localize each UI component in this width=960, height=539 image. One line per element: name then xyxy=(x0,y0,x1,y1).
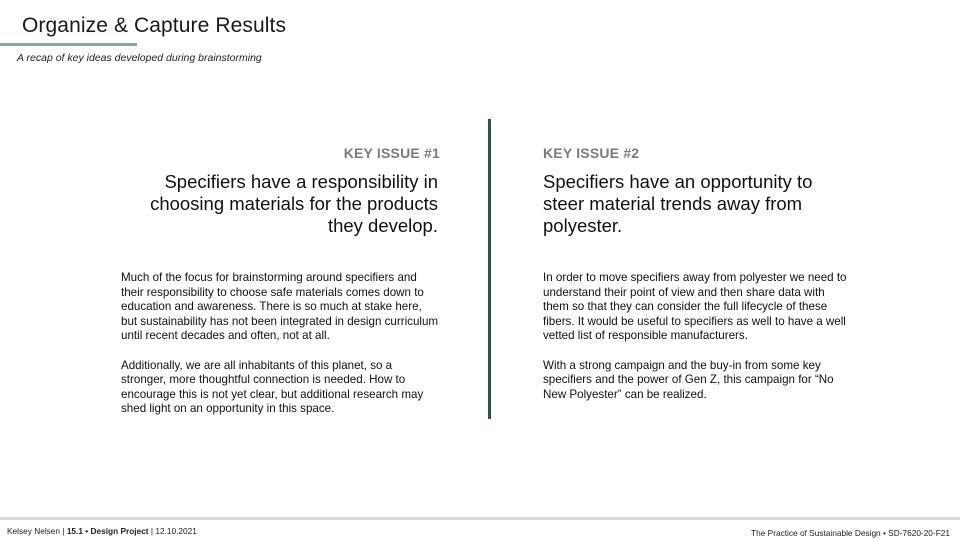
issue-1-heading: Specifiers have a responsibility in choosing materials for the products they develop. xyxy=(150,171,438,236)
page-title: Organize & Capture Results xyxy=(22,14,287,37)
footer-project: 15.1 • Design Project xyxy=(66,526,149,536)
issue-2-body xyxy=(543,271,848,417)
footer-left xyxy=(7,526,197,536)
issue-2-paragraph-1: In order to move specifiers away from polyester we need to understand their point of view and then share data with them so that they can consider the full lifecycle of these fibers. It would be useful to specifiers as well to have a well vetted list of responsible manufacturers. xyxy=(543,271,847,343)
issue-1-paragraph-2: Additionally, we are all inhabitants of this planet, so a stronger, more thoughtful connection is needed. How to encourage this is not yet clear, but additional research may shed light on an opportunity in this space. xyxy=(121,358,424,416)
issue-1-label: KEY ISSUE #1 xyxy=(343,145,440,161)
footer-course: The Practice of Sustainable Design • SD-7620-20-F21 xyxy=(751,528,950,538)
footer-date: | 12.10.2021 xyxy=(148,526,197,536)
issue-2-label: KEY ISSUE #2 xyxy=(543,145,640,161)
title-underline xyxy=(0,43,137,46)
center-divider xyxy=(488,119,491,419)
issue-1-paragraph-1: Much of the focus for brainstorming around specifiers and their responsibility to choose safe materials comes down to education and awareness. There is so much at stake here, but sustainability has not been integrated in design curriculum until recent decades and often, not at all. xyxy=(121,271,439,343)
issue-2-paragraph-2: With a strong campaign and the buy-in from some key specifiers and the power of Gen Z, this campaign for “No New Polyester” can be realized. xyxy=(543,358,834,401)
issue-2-heading: Specifiers have an opportunity to steer material trends away from polyester. xyxy=(543,171,813,236)
footer-rule xyxy=(0,517,960,520)
issue-1-body xyxy=(121,271,439,432)
footer-author: Kelsey Nelsen | xyxy=(7,526,67,536)
page-subtitle: A recap of key ideas developed during brainstorming xyxy=(17,52,262,64)
